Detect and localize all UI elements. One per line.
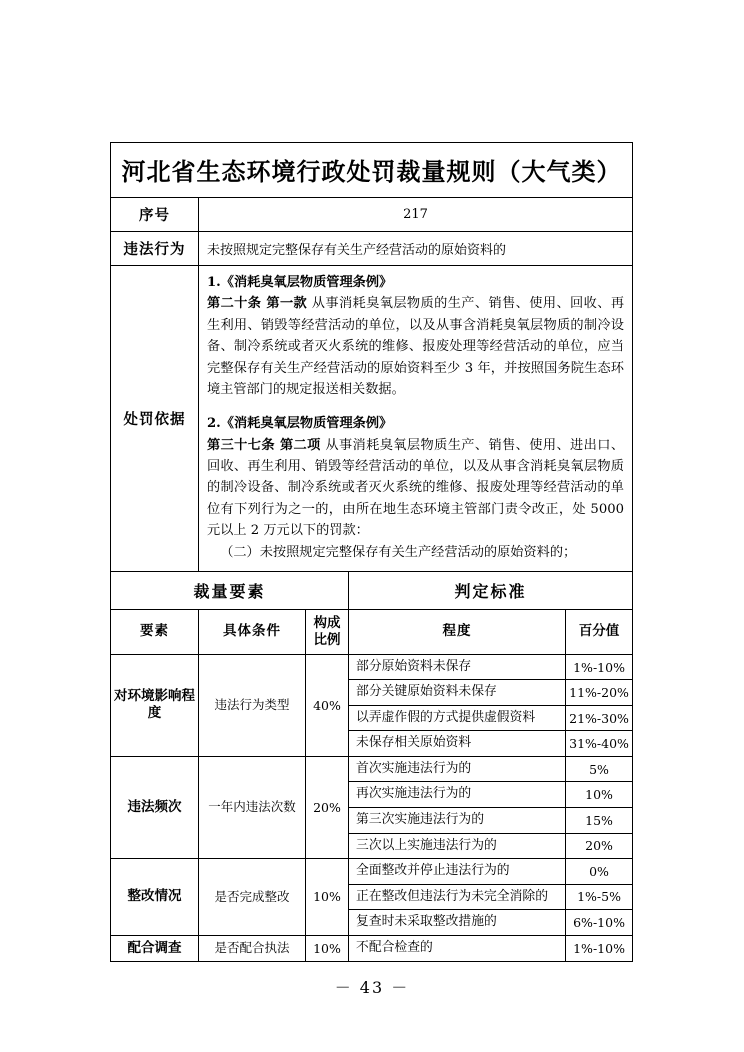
basis-item2-subitem: （二）未按照规定完整保存有关生产经营活动的原始资料的； [220, 544, 577, 560]
factor-name: 对环境影响程度 [111, 654, 199, 756]
percent-value: 15% [566, 808, 633, 834]
document-title: 河北省生态环境行政处罚裁量规则（大气类） [111, 143, 633, 198]
degree-description: 再次实施违法行为的 [349, 782, 566, 808]
degree-description: 不配合检查的 [349, 935, 566, 962]
basis-label: 处罚依据 [111, 266, 199, 572]
penalty-record-table [110, 142, 633, 572]
column-header-ratio: 构成 比例 [306, 610, 349, 655]
factor-ratio: 10% [306, 935, 349, 962]
basis-value [199, 266, 633, 572]
percent-value: 11%-20% [566, 680, 633, 706]
basis-item1-source: 1.《消耗臭氧层物质管理条例》 [207, 275, 393, 290]
basis-spacer [207, 400, 624, 413]
column-header-degree: 程度 [349, 610, 566, 655]
factor-ratio: 40% [306, 654, 349, 756]
percent-value: 1%-10% [566, 654, 633, 680]
factor-name: 违法频次 [111, 756, 199, 858]
criteria-data-row [111, 756, 633, 782]
criteria-data-row [111, 654, 633, 680]
factor-condition: 是否完成整改 [199, 859, 306, 936]
degree-description: 首次实施违法行为的 [349, 756, 566, 782]
degree-description: 三次以上实施违法行为的 [349, 833, 566, 859]
degree-description: 复查时未采取整改措施的 [349, 910, 566, 936]
basis-item2-article [207, 435, 624, 542]
behavior-label: 违法行为 [111, 232, 199, 266]
factor-condition: 违法行为类型 [199, 654, 306, 756]
degree-description: 未保存相关原始资料 [349, 731, 566, 757]
factor-ratio: 20% [306, 756, 349, 858]
percent-value: 10% [566, 782, 633, 808]
factor-ratio: 10% [306, 859, 349, 936]
table-row-basis [111, 266, 633, 572]
percent-value: 5% [566, 756, 633, 782]
factor-condition: 一年内违法次数 [199, 756, 306, 858]
degree-description: 第三次实施违法行为的 [349, 808, 566, 834]
criteria-data-row [111, 859, 633, 885]
page-number: － 43 － [334, 978, 410, 997]
degree-description: 部分关键原始资料未保存 [349, 680, 566, 706]
factor-name: 整改情况 [111, 859, 199, 936]
basis-item2-article-body: 从事消耗臭氧层物质生产、销售、使用、进出口、回收、再生利用、销毁等经营活动的单位，以及从事含消耗臭氧层物质的制冷设备、制冷系统或者灭火系统的维修、报废处理等经营活动的单位有下列行为之一的，由所在地生态环境主管部门责令改正，处 5000 元以上 2 万元以下的罚款： [207, 437, 625, 539]
degree-description: 部分原始资料未保存 [349, 654, 566, 680]
percent-value: 21%-30% [566, 705, 633, 731]
percent-value: 6%-10% [566, 910, 633, 936]
basis-item2-article-head: 第三十七条 第二项 [207, 437, 321, 453]
degree-description: 全面整改并停止违法行为的 [349, 859, 566, 885]
percent-value: 1%-10% [566, 935, 633, 962]
basis-item2-source: 2.《消耗臭氧层物质管理条例》 [207, 416, 393, 432]
serial-label: 序号 [111, 198, 199, 232]
discretion-criteria-table [110, 571, 633, 962]
column-header-factor: 要素 [111, 610, 199, 655]
factor-condition: 是否配合执法 [199, 935, 306, 962]
basis-item1-article [207, 293, 624, 400]
degree-description: 正在整改但违法行为未完全消除的 [349, 884, 566, 910]
table-row-serial [111, 198, 633, 232]
column-header-condition: 具体条件 [199, 610, 306, 655]
column-header-percent: 百分值 [566, 610, 633, 655]
percent-value: 1%-5% [566, 884, 633, 910]
criteria-group-header-row [111, 572, 633, 610]
basis-item1-article-body: 从事消耗臭氧层物质的生产、销售、使用、回收、再生利用、销毁等经营活动的单位，以及从事含消耗臭氧层物质的制冷设备、制冷系统或者灭火系统的维修、报废处理等经营活动的单位，应当完整保存有关生产经营活动的原始资料至少 3 年，并按照国务院生态环境主管部门的规定报送相关数据。 [207, 296, 625, 397]
criteria-column-header-row [111, 610, 633, 655]
behavior-value: 未按照规定完整保存有关生产经营活动的原始资料的 [199, 232, 633, 266]
table-row-title [111, 143, 633, 198]
percent-value: 31%-40% [566, 731, 633, 757]
basis-item1-article-head: 第二十条 第一款 [207, 296, 308, 312]
percent-value: 20% [566, 833, 633, 859]
table-row-behavior [111, 232, 633, 266]
percent-value: 0% [566, 859, 633, 885]
degree-description: 以弄虚作假的方式提供虚假资料 [349, 705, 566, 731]
serial-value: 217 [199, 198, 633, 232]
group-header-standards: 判定标准 [349, 572, 633, 610]
group-header-factors: 裁量要素 [111, 572, 349, 610]
criteria-data-row [111, 935, 633, 962]
factor-name: 配合调查 [111, 935, 199, 962]
